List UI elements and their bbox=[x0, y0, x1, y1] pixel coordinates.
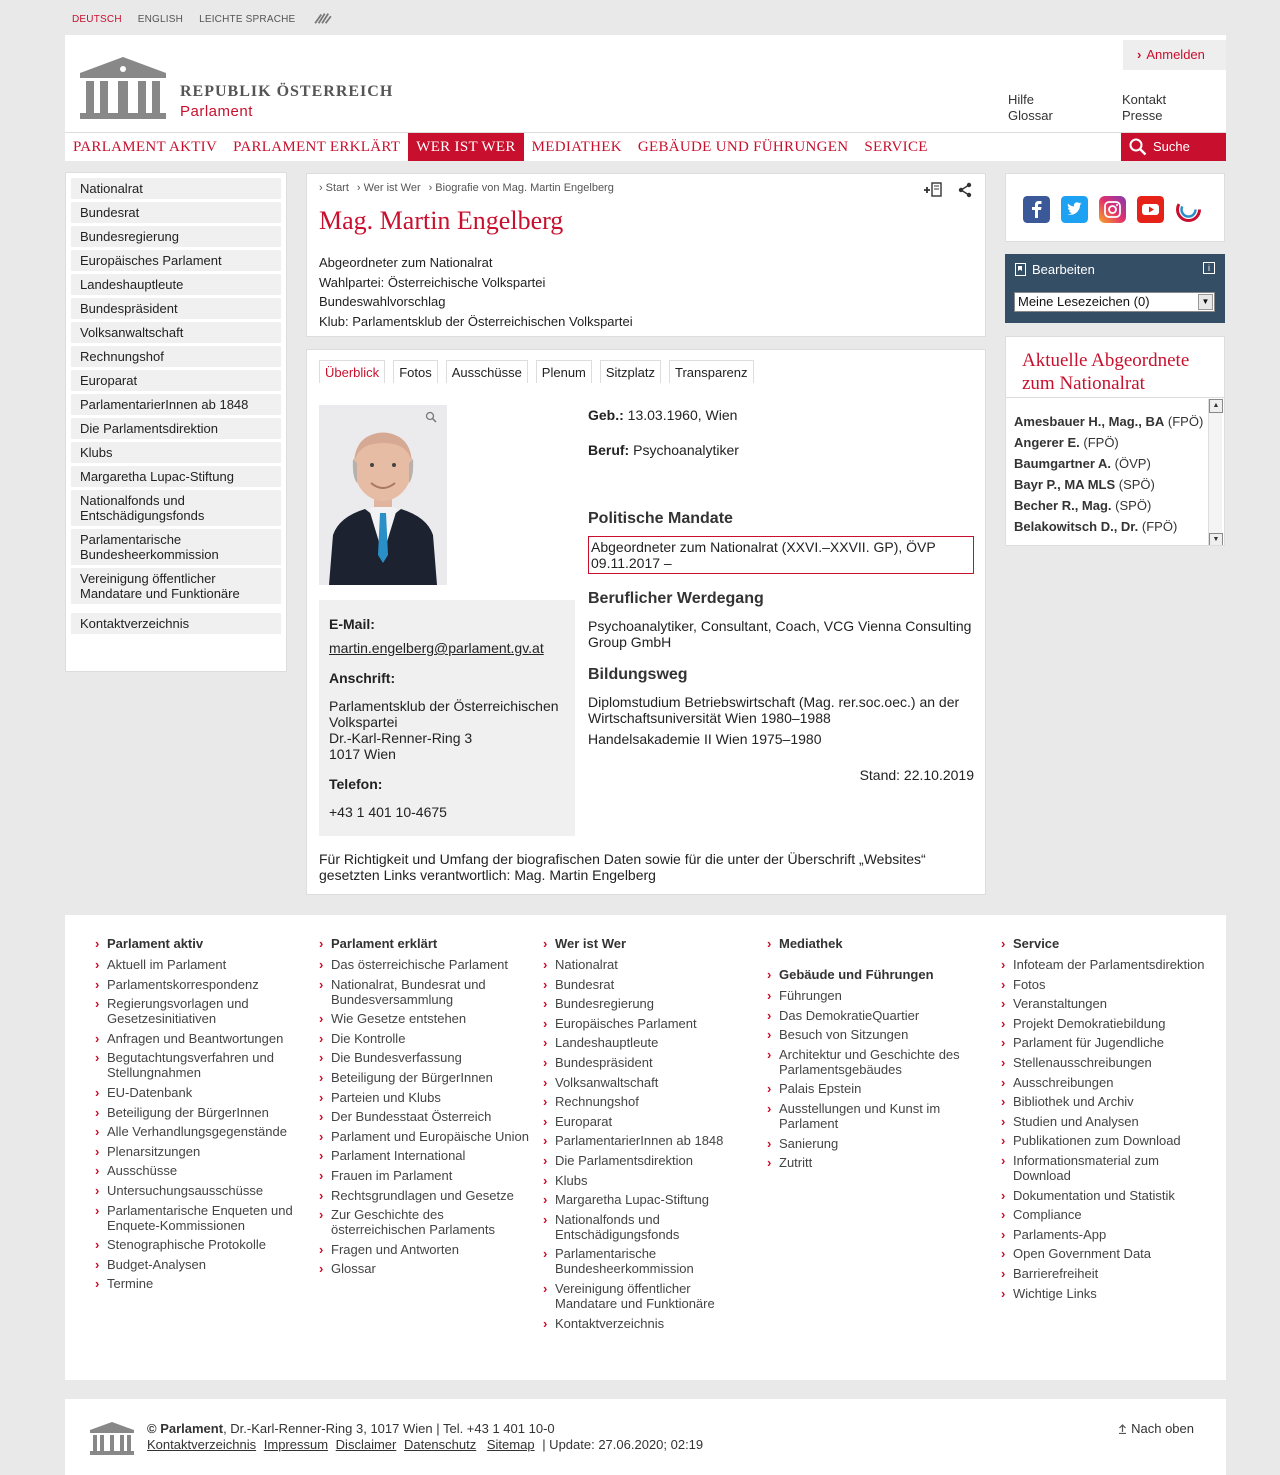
tab-ausschuesse[interactable]: Ausschüsse bbox=[446, 360, 528, 383]
mp-party: (FPÖ) bbox=[1141, 519, 1178, 534]
sitemap-link[interactable]: › Wichtige Links bbox=[1013, 1286, 1213, 1301]
meta-role: Abgeordneter zum Nationalrat bbox=[319, 255, 493, 270]
sitemap-link[interactable]: › Frauen im Parlament bbox=[331, 1168, 531, 1183]
leftnav-item[interactable]: Nationalrat bbox=[71, 178, 281, 199]
sitemap-link[interactable]: › Die Parlamentsdirektion bbox=[555, 1153, 755, 1168]
sitemap-link[interactable]: › Informationsmaterial zum Download bbox=[1013, 1153, 1213, 1183]
sitemap-link[interactable]: › Publikationen zum Download bbox=[1013, 1133, 1213, 1148]
sitemap-link[interactable]: › Die Kontrolle bbox=[331, 1031, 531, 1046]
person-detail-card bbox=[306, 349, 986, 895]
address-value bbox=[329, 698, 565, 762]
info-icon[interactable]: i bbox=[1203, 262, 1215, 274]
tab-transparenz[interactable]: Transparenz bbox=[669, 360, 754, 383]
scroll-down-icon[interactable]: ▼ bbox=[1209, 533, 1223, 546]
logo-republik: REPUBLIK ÖSTERREICH bbox=[180, 83, 394, 100]
leftnav-item[interactable]: Margaretha Lupac-Stiftung bbox=[71, 466, 281, 487]
sitemap-link[interactable]: › Anfragen und Beantwortungen bbox=[107, 1031, 307, 1046]
sitemap-link[interactable]: › Die Bundesverfassung bbox=[331, 1050, 531, 1065]
sitemap-link[interactable]: › Bundespräsident bbox=[555, 1055, 755, 1070]
nav-parlament-aktiv[interactable]: PARLAMENT AKTIV bbox=[73, 139, 218, 155]
sitemap-link[interactable]: › Parlament und Europäische Union bbox=[331, 1129, 531, 1144]
breadcrumb-start[interactable]: › Start bbox=[319, 182, 349, 194]
sitemap-heading[interactable]: › Service bbox=[1013, 936, 1213, 951]
lang-deutsch[interactable]: DEUTSCH bbox=[72, 14, 122, 25]
education-entry: Diplomstudium Betriebswirtschaft (Mag. rer.soc.oec.) an der Wirtschaftsuniversität Wien 1980–1988 bbox=[588, 694, 960, 726]
sitemap-link[interactable]: › Ausschüsse bbox=[107, 1163, 307, 1178]
footer-update: | Update: 27.06.2020; 02:19 bbox=[542, 1437, 704, 1452]
left-nav bbox=[65, 172, 287, 672]
language-bar bbox=[72, 14, 335, 25]
email-label: E-Mail: bbox=[329, 616, 375, 632]
meta-club: Klub: Parlamentsklub der Österreichischen Volkspartei bbox=[319, 313, 633, 329]
instagram-icon[interactable] bbox=[1099, 196, 1126, 223]
sitemap-link[interactable]: › Beteiligung der BürgerInnen bbox=[107, 1105, 307, 1120]
sitemap-link[interactable]: › Europäisches Parlament bbox=[555, 1016, 755, 1031]
search-button[interactable] bbox=[1121, 133, 1226, 161]
sitemap-link[interactable]: › Architektur und Geschichte des Parlamentsgebäudes bbox=[779, 1047, 979, 1077]
breadcrumb-current: › Biografie von Mag. Martin Engelberg bbox=[429, 182, 614, 194]
tab-fotos[interactable]: Fotos bbox=[393, 360, 438, 383]
sitemap-link[interactable]: › Open Government Data bbox=[1013, 1246, 1213, 1261]
site-logo[interactable] bbox=[80, 55, 393, 120]
podcast-icon[interactable] bbox=[1175, 196, 1202, 223]
footer-link-datenschutz[interactable]: Datenschutz bbox=[403, 1437, 477, 1452]
arrow-up-icon bbox=[1118, 1424, 1127, 1434]
profession-value: Psychoanalytiker bbox=[633, 442, 739, 458]
footer-link-disclaimer[interactable]: Disclaimer bbox=[335, 1437, 397, 1452]
back-to-top-button[interactable] bbox=[1118, 1421, 1194, 1436]
profession-label: Beruf: bbox=[588, 442, 630, 458]
sitemap-link[interactable]: › Barrierefreiheit bbox=[1013, 1266, 1213, 1281]
zoom-icon[interactable] bbox=[425, 411, 437, 423]
contact-link[interactable]: Kontakt bbox=[1122, 92, 1167, 107]
sitemap-link[interactable]: › Parlaments-App bbox=[1013, 1227, 1213, 1242]
mp-party: (ÖVP) bbox=[1114, 456, 1151, 471]
tab-ueberblick[interactable]: Überblick bbox=[319, 360, 385, 383]
sitemap-link[interactable]: › Parlament International bbox=[331, 1148, 531, 1163]
lang-leichte-sprache[interactable]: LEICHTE SPRACHE bbox=[199, 14, 296, 25]
portrait-photo[interactable] bbox=[319, 405, 447, 585]
leftnav-item[interactable]: Volksanwaltschaft bbox=[71, 322, 281, 343]
scrollbar[interactable] bbox=[1208, 399, 1222, 546]
profession-row bbox=[588, 442, 974, 458]
sitemap-link[interactable]: › Rechnungshof bbox=[555, 1094, 755, 1109]
sitemap-link[interactable]: › Bundesrat bbox=[555, 977, 755, 992]
sitemap-link[interactable]: › Dokumentation und Statistik bbox=[1013, 1188, 1213, 1203]
person-meta bbox=[319, 253, 633, 331]
sitemap-link[interactable]: › Das österreichische Parlament bbox=[331, 957, 531, 972]
meta-list: Bundeswahlvorschlag bbox=[319, 294, 446, 309]
sitemap-heading[interactable]: › Mediathek bbox=[779, 936, 979, 951]
footer-org: © Parlament bbox=[147, 1421, 224, 1436]
leftnav-item[interactable]: Bundesrat bbox=[71, 202, 281, 223]
sitemap-link[interactable]: › Das DemokratieQuartier bbox=[779, 1008, 979, 1023]
mp-party: (FPÖ) bbox=[1167, 414, 1204, 429]
help-link[interactable]: Hilfe bbox=[1008, 92, 1035, 107]
list-item[interactable] bbox=[1014, 498, 1204, 513]
sitemap-link[interactable]: › Volksanwaltschaft bbox=[555, 1075, 755, 1090]
sitemap-link[interactable]: › Landeshauptleute bbox=[555, 1035, 755, 1050]
sitemap-heading[interactable]: › Gebäude und Führungen bbox=[779, 967, 979, 982]
sitemap-link[interactable]: › Wie Gesetze entstehen bbox=[331, 1011, 531, 1026]
lang-english[interactable]: ENGLISH bbox=[137, 14, 184, 25]
meta-party: Wahlpartei: Österreichische Volkspartei bbox=[319, 274, 546, 290]
sitemap-link[interactable]: › Parlamentarische Bundesheerkommission bbox=[555, 1246, 755, 1276]
sitemap-link[interactable]: › Parlamentskorrespondenz bbox=[107, 977, 307, 992]
career-value: Psychoanalytiker, Consultant, Coach, VCG Vienna Consulting Group GmbH bbox=[588, 618, 972, 650]
breadcrumb bbox=[319, 182, 614, 194]
sitemap-link[interactable]: › Rechtsgrundlagen und Gesetze bbox=[331, 1188, 531, 1203]
sitemap-link[interactable]: › Termine bbox=[107, 1276, 307, 1291]
sitemap-column bbox=[331, 936, 531, 1281]
email-link[interactable]: martin.engelberg@parlament.gv.at bbox=[329, 640, 544, 656]
search-icon bbox=[1129, 138, 1147, 156]
leftnav-item[interactable]: Kontaktverzeichnis bbox=[71, 613, 281, 634]
leftnav-item[interactable]: Landeshauptleute bbox=[71, 274, 281, 295]
sitemap-link[interactable]: › Vereinigung öffentlicher Mandatare und Funktionäre bbox=[555, 1281, 755, 1311]
birth-value: 13.03.1960, Wien bbox=[627, 407, 738, 423]
education-entry: Handelsakademie II Wien 1975–1980 bbox=[588, 731, 822, 747]
sitemap-link[interactable]: › Nationalrat, Bundesrat und Bundesversammlung bbox=[331, 977, 531, 1007]
sitemap-link[interactable]: › Bundesregierung bbox=[555, 996, 755, 1011]
leftnav-item[interactable]: Europarat bbox=[71, 370, 281, 391]
sitemap-link[interactable]: › Der Bundesstaat Österreich bbox=[331, 1109, 531, 1124]
sitemap-link[interactable]: › Fragen und Antworten bbox=[331, 1242, 531, 1257]
sitemap-link[interactable]: › Studien und Analysen bbox=[1013, 1114, 1213, 1129]
leftnav-item[interactable]: Bundespräsident bbox=[71, 298, 281, 319]
social-links bbox=[1005, 173, 1225, 242]
search-label: Suche bbox=[1153, 139, 1190, 154]
sitemap-link[interactable]: › Nationalrat bbox=[555, 957, 755, 972]
sitemap-link[interactable]: › Fotos bbox=[1013, 977, 1213, 992]
parliament-building-icon bbox=[80, 55, 166, 119]
bio-info bbox=[588, 407, 974, 783]
sitemap-link[interactable]: › Ausschreibungen bbox=[1013, 1075, 1213, 1090]
sign-language-icon[interactable] bbox=[311, 11, 335, 25]
leftnav-item[interactable]: Bundesregierung bbox=[71, 226, 281, 247]
sitemap-link[interactable]: › Zur Geschichte des österreichischen Parlaments bbox=[331, 1207, 531, 1237]
phone-value: +43 1 401 10-4675 bbox=[329, 804, 447, 820]
chevron-down-icon: ▼ bbox=[1198, 294, 1213, 310]
nav-gebaeude[interactable]: GEBÄUDE UND FÜHRUNGEN bbox=[637, 139, 849, 155]
footer-sitemap bbox=[65, 915, 1226, 1380]
sitemap-column bbox=[555, 936, 755, 1335]
facebook-icon[interactable] bbox=[1023, 196, 1050, 223]
sitemap-link[interactable]: › Budget-Analysen bbox=[107, 1257, 307, 1272]
scroll-up-icon[interactable]: ▲ bbox=[1209, 399, 1223, 413]
footer-link-kontaktverzeichnis[interactable]: Kontaktverzeichnis bbox=[147, 1437, 257, 1452]
current-mps-panel bbox=[1005, 336, 1225, 546]
main-nav bbox=[65, 132, 1226, 161]
list-item[interactable] bbox=[1014, 477, 1204, 492]
address-line: 1017 Wien bbox=[329, 746, 396, 762]
tab-sitzplatz[interactable]: Sitzplatz bbox=[600, 360, 661, 383]
person-header-card bbox=[306, 173, 986, 337]
sitemap-link[interactable]: › Ausstellungen und Kunst im Parlament bbox=[779, 1101, 979, 1131]
sitemap-column bbox=[1013, 936, 1213, 1305]
sitemap-link[interactable]: › Palais Epstein bbox=[779, 1081, 979, 1096]
sitemap-link[interactable]: › Führungen bbox=[779, 988, 979, 1003]
bookmark-icon bbox=[1015, 263, 1026, 276]
sitemap-link[interactable]: › Projekt Demokratiebildung bbox=[1013, 1016, 1213, 1031]
leftnav-item[interactable]: Die Parlamentsdirektion bbox=[71, 418, 281, 439]
list-item[interactable] bbox=[1014, 435, 1204, 450]
phone-label: Telefon: bbox=[329, 776, 383, 792]
leftnav-item[interactable]: Nationalfonds und Entschädigungsfonds bbox=[71, 490, 281, 526]
sitemap-column bbox=[107, 936, 307, 1296]
glossary-link[interactable]: Glossar bbox=[1008, 108, 1053, 123]
sitemap-link[interactable]: › Alle Verhandlungsgegenstände bbox=[107, 1124, 307, 1139]
sitemap-heading[interactable]: › Parlament aktiv bbox=[107, 936, 307, 951]
footer-link-sitemap[interactable]: Sitemap bbox=[486, 1437, 535, 1452]
leftnav-item[interactable]: Klubs bbox=[71, 442, 281, 463]
sitemap-link[interactable]: › Zutritt bbox=[779, 1155, 979, 1170]
add-bookmark-icon[interactable] bbox=[923, 182, 943, 198]
nav-wer-ist-wer[interactable]: WER IST WER bbox=[408, 133, 523, 161]
sitemap-link[interactable]: › Europarat bbox=[555, 1114, 755, 1129]
twitter-icon[interactable] bbox=[1061, 196, 1088, 223]
leftnav-item[interactable]: Rechnungshof bbox=[71, 346, 281, 367]
sitemap-link[interactable]: › Parlament für Jugendliche bbox=[1013, 1035, 1213, 1050]
mp-name: Becher R., Mag. bbox=[1014, 498, 1112, 513]
list-item[interactable] bbox=[1014, 414, 1204, 429]
nav-mediathek[interactable]: MEDIATHEK bbox=[531, 139, 622, 155]
disclaimer: Für Richtigkeit und Umfang der biografischen Daten sowie für die unter der Überschrift „Websites“ gesetzten Links verantwortlich: Mag. Martin Engelberg bbox=[319, 851, 926, 883]
sitemap-link[interactable]: › Beteiligung der BürgerInnen bbox=[331, 1070, 531, 1085]
list-item[interactable] bbox=[1014, 456, 1204, 471]
footer-link-impressum[interactable]: Impressum bbox=[263, 1437, 329, 1452]
mp-party: (SPÖ) bbox=[1118, 477, 1155, 492]
sitemap-column bbox=[779, 936, 979, 1175]
breadcrumb-wer-ist-wer[interactable]: › Wer ist Wer bbox=[357, 182, 421, 194]
list-item[interactable] bbox=[1014, 519, 1204, 534]
mp-name: Belakowitsch D., Dr. bbox=[1014, 519, 1139, 534]
mp-name: Amesbauer H., Mag., BA bbox=[1014, 414, 1165, 429]
logo-parlament: Parlament bbox=[180, 103, 253, 120]
mp-name: Angerer E. bbox=[1014, 435, 1080, 450]
site-header bbox=[65, 35, 1226, 161]
login-button[interactable]: › Anmelden bbox=[1123, 40, 1226, 70]
bookmarks-panel bbox=[1005, 254, 1225, 323]
footer-address: , Dr.-Karl-Renner-Ring 3, 1017 Wien | Tel. +43 1 401 10-0 bbox=[223, 1421, 555, 1436]
sitemap-link[interactable]: › Sanierung bbox=[779, 1136, 979, 1151]
tab-plenum[interactable]: Plenum bbox=[536, 360, 592, 383]
leftnav-item[interactable]: ParlamentarierInnen ab 1848 bbox=[71, 394, 281, 415]
sitemap-link[interactable]: › Aktuell im Parlament bbox=[107, 957, 307, 972]
back-to-top-label: Nach oben bbox=[1131, 1421, 1194, 1436]
footer-copyright bbox=[147, 1421, 703, 1453]
address-line: Parlamentsklub der Österreichischen Volkspartei bbox=[329, 698, 559, 730]
nav-service[interactable]: SERVICE bbox=[864, 139, 928, 155]
mp-party: (FPÖ) bbox=[1083, 435, 1119, 450]
footer-logo-icon[interactable] bbox=[90, 1421, 134, 1455]
bookmarks-select[interactable] bbox=[1014, 292, 1215, 312]
sitemap-link[interactable]: › ParlamentarierInnen ab 1848 bbox=[555, 1133, 755, 1148]
sitemap-link[interactable]: › Bibliothek und Archiv bbox=[1013, 1094, 1213, 1109]
sitemap-link[interactable]: › Parlamentarische Enqueten und Enquete-Kommissionen bbox=[107, 1203, 307, 1233]
nav-parlament-erklaert[interactable]: PARLAMENT ERKLÄRT bbox=[233, 139, 401, 155]
bookmarks-edit[interactable]: Bearbeiten bbox=[1032, 262, 1095, 277]
sitemap-link[interactable]: › Veranstaltungen bbox=[1013, 996, 1213, 1011]
current-mps-list bbox=[1006, 397, 1225, 546]
contact-box bbox=[319, 600, 575, 836]
leftnav-item[interactable]: Europäisches Parlament bbox=[71, 250, 281, 271]
sitemap-link[interactable]: › Kontaktverzeichnis bbox=[555, 1316, 755, 1331]
page-footer bbox=[65, 1399, 1226, 1475]
sitemap-link[interactable]: › Margaretha Lupac-Stiftung bbox=[555, 1192, 755, 1207]
sitemap-link[interactable]: › Parteien und Klubs bbox=[331, 1090, 531, 1105]
portrait-image bbox=[319, 405, 447, 585]
sitemap-link[interactable]: › EU-Datenbank bbox=[107, 1085, 307, 1100]
sitemap-link[interactable]: › Stellenausschreibungen bbox=[1013, 1055, 1213, 1070]
sitemap-link[interactable]: › Regierungsvorlagen und Gesetzesinitiativen bbox=[107, 996, 307, 1026]
mandate-title: Politische Mandate bbox=[588, 510, 733, 527]
mp-name: Bayr P., MA MLS bbox=[1014, 477, 1116, 492]
leftnav-item[interactable]: Vereinigung öffentlicher Mandatare und Funktionäre bbox=[71, 568, 281, 604]
youtube-icon[interactable] bbox=[1137, 196, 1164, 223]
birth-row bbox=[588, 407, 974, 423]
sitemap-link[interactable]: › Plenarsitzungen bbox=[107, 1144, 307, 1159]
sitemap-link[interactable]: › Begutachtungsverfahren und Stellungnahmen bbox=[107, 1050, 307, 1080]
birth-label: Geb.: bbox=[588, 407, 624, 423]
mp-name: Baumgartner A. bbox=[1014, 456, 1112, 471]
sitemap-link[interactable]: › Besuch von Sitzungen bbox=[779, 1027, 979, 1042]
sitemap-heading[interactable]: › Parlament erklärt bbox=[331, 936, 531, 951]
leftnav-item[interactable]: Parlamentarische Bundesheerkommission bbox=[71, 529, 281, 565]
press-link[interactable]: Presse bbox=[1122, 108, 1163, 123]
page-title: Mag. Martin Engelberg bbox=[319, 206, 564, 235]
stand-date: Stand: 22.10.2019 bbox=[859, 767, 974, 783]
sitemap-link[interactable]: › Infoteam der Parlamentsdirektion bbox=[1013, 957, 1213, 972]
sitemap-link[interactable]: › Untersuchungsausschüsse bbox=[107, 1183, 307, 1198]
share-icon[interactable] bbox=[957, 182, 973, 198]
sitemap-link[interactable]: › Nationalfonds und Entschädigungsfonds bbox=[555, 1212, 755, 1242]
address-line: Dr.-Karl-Renner-Ring 3 bbox=[329, 730, 473, 746]
sitemap-link[interactable]: › Compliance bbox=[1013, 1207, 1213, 1222]
education-title: Bildungsweg bbox=[588, 666, 688, 683]
current-mps-title: Aktuelle Abgeordnete zum Nationalrat bbox=[1022, 350, 1190, 394]
bookmarks-select-value: Meine Lesezeichen (0) bbox=[1018, 294, 1150, 309]
mandate-entry: Abgeordneter zum Nationalrat (XXVI.–XXVII. GP), ÖVP 09.11.2017 – bbox=[588, 536, 974, 574]
sitemap-link[interactable]: › Glossar bbox=[331, 1261, 531, 1276]
sitemap-link[interactable]: › Stenographische Protokolle bbox=[107, 1237, 307, 1252]
tab-bar bbox=[319, 360, 754, 383]
sitemap-link[interactable]: › Klubs bbox=[555, 1173, 755, 1188]
address-label: Anschrift: bbox=[329, 670, 396, 686]
sitemap-heading[interactable]: › Wer ist Wer bbox=[555, 936, 755, 951]
career-title: Beruflicher Werdegang bbox=[588, 590, 764, 607]
mp-party: (SPÖ) bbox=[1115, 498, 1152, 513]
